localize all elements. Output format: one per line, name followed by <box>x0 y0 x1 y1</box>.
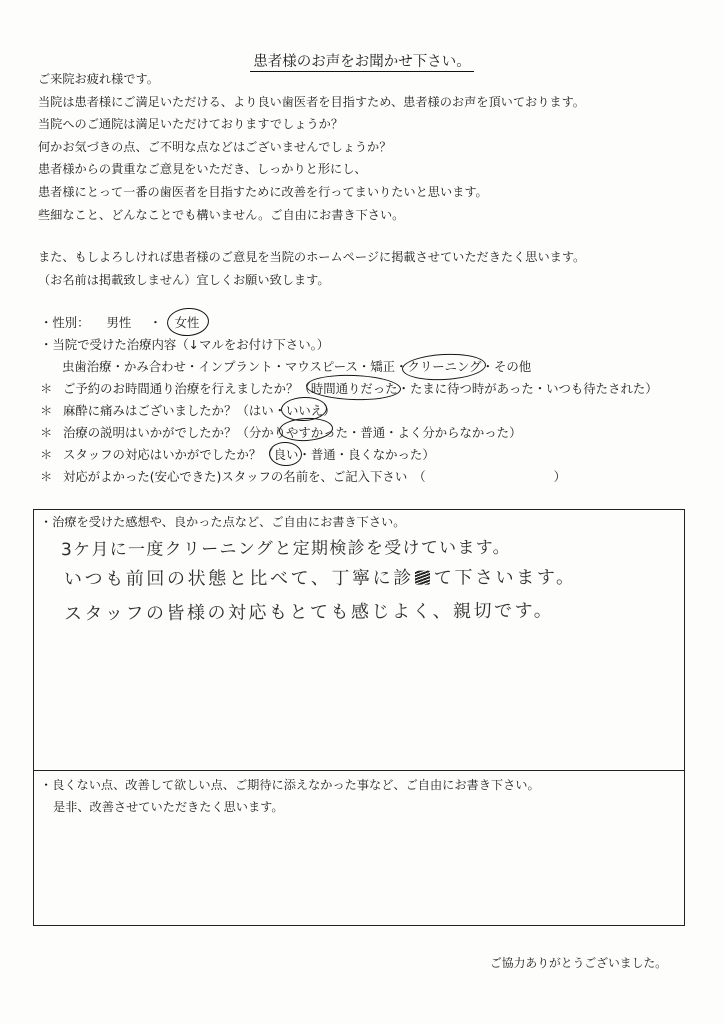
treatment-option: 矯正 <box>370 359 396 374</box>
question-anesthesia-pain <box>40 400 658 422</box>
question-bullet: ＊ <box>40 469 53 484</box>
open-paren: （ <box>236 425 249 440</box>
improvements-box <box>33 770 685 926</box>
treatment-option: クリーニング <box>407 359 482 374</box>
closing-thanks: ご協力ありがとうございました。 <box>490 956 667 970</box>
answer-option: 時間通りだった <box>310 381 398 396</box>
answer-option: いつも待たされた <box>546 381 646 396</box>
gender-option-female: 女性 <box>174 315 200 330</box>
option-separator: ・ <box>272 359 286 374</box>
option-separator: ・ <box>347 425 361 440</box>
question-staff-name <box>40 466 658 488</box>
handwritten-line: スタッフの皆様の対応もとても感じよく、親切です。 <box>63 600 555 625</box>
notice-line: また、もしよろしければ患者様のご意見を当院のホームページに掲載させていただきたく思います。 <box>38 250 586 264</box>
intro-line: 些細なこと、どんなことでも構いません。ご自由にお書き下さい。 <box>38 207 405 222</box>
notice-line: （お名前は掲載致しません）宜しくお願い致します。 <box>38 273 330 287</box>
question-prompt: 麻酔に痛みはございましたか？ <box>63 403 237 418</box>
option-separator: ・ <box>149 315 162 330</box>
question-appointment-time <box>40 378 658 400</box>
answer-option: 分かりやすかった <box>248 425 348 440</box>
treatment-label: ・当院で受けた治療内容（↓マルをお付け下さい。） <box>40 337 330 352</box>
answer-option: よく分からなかった <box>397 425 510 440</box>
option-separator: ・ <box>357 359 371 374</box>
intro-line: ご来院お疲れ様です。 <box>38 72 159 86</box>
treatment-option: 虫歯治療 <box>62 359 112 374</box>
answer-option: 普通 <box>360 425 386 440</box>
intro-line: 当院へのご通院は満足いただけておりますでしょうか？ <box>38 117 344 132</box>
intro-line: 何かお気づきの点、ご不明な点などはございませんでしょうか？ <box>38 139 392 154</box>
question-treatment-explanation <box>40 422 658 444</box>
option-separator: ・ <box>185 359 199 374</box>
improvements-heading: ・良くない点、改善して欲しい点、ご期待に添えなかった事など、ご自由にお書き下さい。 <box>40 778 540 792</box>
handwritten-line: 3ケ月に一度クリーニングと定期検診を受けています。 <box>60 537 512 561</box>
treatment-options-row <box>40 356 658 378</box>
handwritten-line <box>64 566 577 592</box>
treatment-option: かみ合わせ <box>123 359 186 374</box>
answer-option: いいえ <box>286 403 324 418</box>
open-paren: （ <box>261 447 274 462</box>
gender-row <box>40 312 658 334</box>
handwritten-text: て下さいます。 <box>433 567 577 589</box>
question-prompt: スタッフの対応はいかがでしたか？ <box>63 447 262 462</box>
handwritten-text: いつも前回の状態と比べて、丁寧に診 <box>63 567 414 590</box>
close-paren: ） <box>323 403 336 418</box>
option-separator: ・ <box>385 425 398 440</box>
impressions-heading: ・治療を受けた感想や、良かった点など、ご自由にお書き下さい。 <box>40 515 406 529</box>
impressions-box <box>33 509 685 770</box>
treatment-option: インプラント <box>198 359 273 374</box>
question-prompt: 対応がよかった(安心できた)スタッフの名前を、ご記入下さい <box>63 469 408 484</box>
crossed-out-character <box>415 571 430 585</box>
question-prompt: ご予約のお時間通り治療を行えましたか？ <box>63 381 299 396</box>
survey-items <box>40 312 658 488</box>
option-separator: ・ <box>395 359 408 374</box>
open-paren: （ <box>298 381 311 396</box>
gender-option-male: 男性 <box>106 315 132 330</box>
publication-notice <box>38 246 585 292</box>
option-separator: ・ <box>273 403 287 418</box>
treatment-option: その他 <box>493 359 532 374</box>
option-separator: ・ <box>397 381 410 396</box>
answer-option: はい <box>248 403 274 418</box>
answer-option: 良い <box>273 447 299 462</box>
close-paren: ） <box>553 469 566 484</box>
intro-line: 当院は患者様にご満足いただける、より良い歯医者を目指すため、患者様のお声を頂いております。 <box>38 94 585 109</box>
option-separator: ・ <box>111 359 124 374</box>
question-bullet: ＊ <box>40 425 53 440</box>
answer-option: 良くなかった <box>347 447 423 462</box>
intro-paragraph <box>38 68 585 226</box>
question-prompt: 治療の説明はいかがでしたか？ <box>63 425 237 440</box>
answer-option: 普通 <box>310 447 336 462</box>
intro-line: 患者様にとって一番の歯医者を目指すために改善を行ってまいりたいと思います。 <box>38 184 488 199</box>
option-separator: ・ <box>533 381 547 396</box>
close-paren: ） <box>509 425 522 440</box>
intro-line: 患者様からの貴重なご意見をいただき、しっかりと形にし、 <box>38 162 367 177</box>
option-separator: ・ <box>481 359 494 374</box>
open-paren: （ <box>413 469 426 484</box>
treatment-label-row <box>40 334 658 356</box>
improvements-note: 是非、改善させていただきたく思います。 <box>53 800 284 814</box>
form-title: 患者様のお声をお聞かせ下さい。 <box>250 54 474 72</box>
close-paren: ） <box>422 447 435 462</box>
open-paren: （ <box>236 403 249 418</box>
gender-label: ・性別： <box>40 315 90 330</box>
close-paren: ） <box>645 381 658 396</box>
option-separator: ・ <box>298 447 311 462</box>
question-bullet: ＊ <box>40 381 53 396</box>
option-separator: ・ <box>335 447 348 462</box>
question-staff-attitude <box>40 444 658 466</box>
treatment-option: マウスピース <box>285 359 358 374</box>
question-bullet: ＊ <box>40 403 53 418</box>
question-bullet: ＊ <box>40 447 53 462</box>
answer-option: たまに待つ時があった <box>409 381 534 396</box>
